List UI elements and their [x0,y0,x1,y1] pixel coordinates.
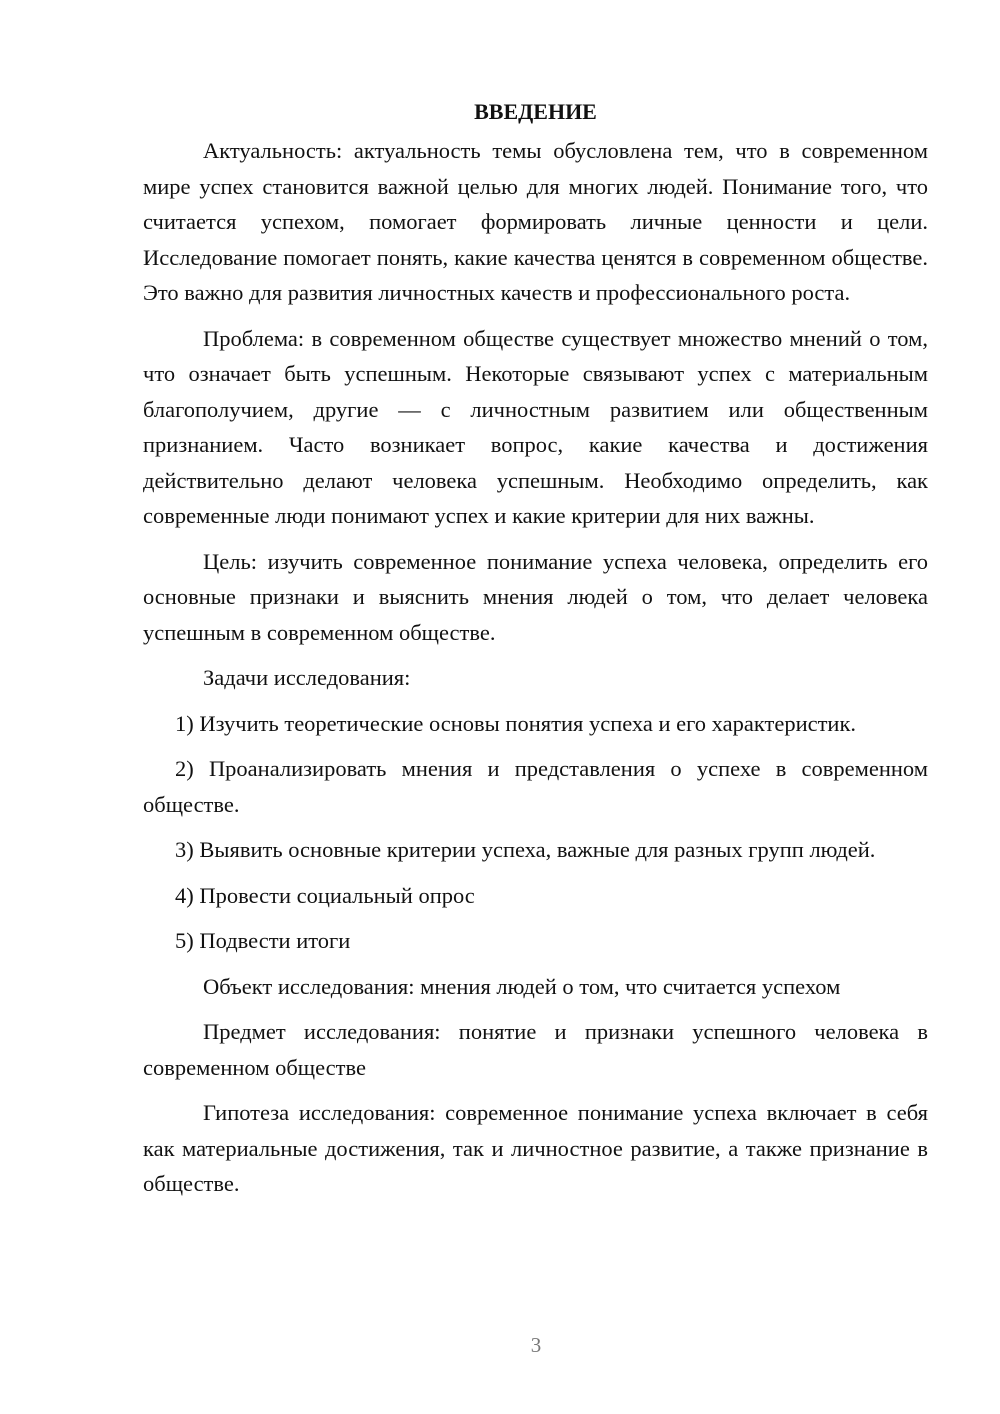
paragraph-object: Объект исследования: мнения людей о том, что считается успехом [203,973,841,999]
task-item-2: 2) Проанализировать мнения и представления о успехе в современном обществе. [143,756,928,817]
section-title: ВВЕДЕНИЕ [474,99,597,124]
task-item-1: 1) Изучить теоретические основы понятия успеха и его характеристик. [175,710,857,736]
page-content [143,94,928,1212]
task-item-5: 5) Подвести итоги [175,928,351,953]
paragraph-hypothesis: Гипотеза исследования: современное понимание успеха включает в себя как материальные достижения, так и личностное развитие, а также признание в обществе. [143,1100,928,1196]
paragraph-relevance: Актуальность: актуальность темы обусловлена тем, что в современном мире успех становится важной целью для многих людей. Понимание того, что считается успехом, помогает формировать личные ценности и цели. Исследование помогает понять, какие качества ценятся в современном обществе. Это важно для развития личностных качеств и профессионального роста. [143,138,928,305]
paragraph-subject: Предмет исследования: понятие и признаки успешного человека в современном обществе [143,1019,928,1080]
paragraph-goal: Цель: изучить современное понимание успеха человека, определить его основные признаки и выяснить мнения людей о том, что делает человека успешным в современном обществе. [143,548,928,645]
page-number: 3 [530,1333,542,1357]
task-item-4: 4) Провести социальный опрос [175,882,475,908]
paragraph-problem: Проблема: в современном обществе существует множество мнений о том, что означает быть успешным. Некоторые связывают успех с материальным благополучием, другие — с личностным развитием или общественным признанием. Часто возникает вопрос, какие качества и достижения действительно делают человека успешным. Необходимо определить, как современные люди понимают успех и какие критерии для них важны. [143,325,928,528]
task-item-3: 3) Выявить основные критерии успеха, важные для разных групп людей. [175,837,876,862]
tasks-heading: Задачи исследования: [203,665,411,690]
